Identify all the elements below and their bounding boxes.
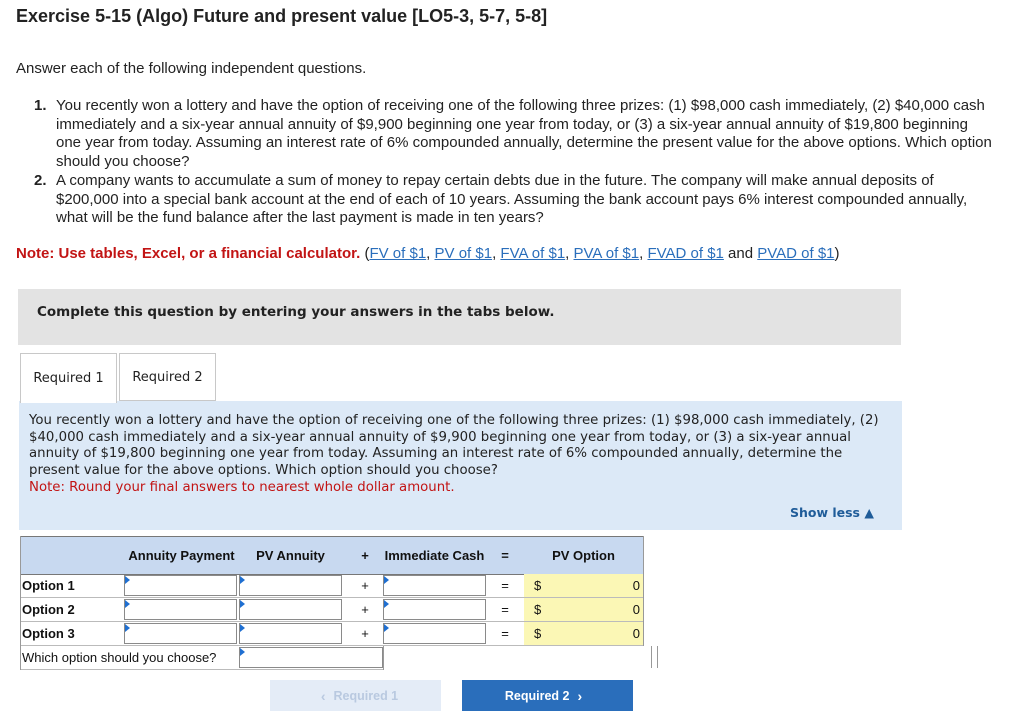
instruction-text: Complete this question by entering your answers in the tabs below.	[37, 304, 555, 320]
plus-sign: +	[361, 578, 369, 593]
note-sep: ,	[639, 245, 648, 262]
show-less-button[interactable]	[790, 505, 874, 520]
plus-sign: +	[361, 626, 369, 641]
option-1-pv-cell	[524, 574, 643, 598]
pv-value: 0	[632, 602, 640, 617]
header-pv-option: PV Option	[552, 548, 615, 563]
link-fva-of-1[interactable]: FVA of $1	[500, 245, 566, 262]
option-2-immediate-cash-input[interactable]	[383, 599, 486, 620]
table-header	[20, 536, 643, 575]
question-panel	[19, 401, 902, 530]
question-text: A company wants to accumulate a sum of money to repay certain debts due in the future. The company will make annual deposits of $200,000 into a special bank account at the end of each of 10 years. Assuming the bank account pays 6% interest compounded annually, what will be the fund balance after the last payment is made in ten years?	[56, 172, 968, 226]
table-border-right	[643, 536, 644, 646]
option-3-immediate-cash-input[interactable]	[383, 623, 486, 644]
prev-required-button[interactable]	[270, 680, 441, 711]
dollar-sign: $	[534, 578, 542, 593]
pv-value: 0	[632, 626, 640, 641]
row-label: Option 2	[22, 602, 75, 617]
row-label: Option 1	[22, 578, 75, 593]
option-2-annuity-payment-input[interactable]	[124, 599, 237, 620]
question-list	[34, 97, 994, 229]
option-1-annuity-payment-input[interactable]	[124, 575, 237, 596]
note-line	[16, 245, 840, 262]
resize-handle-line	[657, 646, 658, 668]
table-row	[20, 646, 643, 670]
equals-sign: =	[501, 626, 509, 641]
question-item	[34, 97, 994, 171]
note-sep: ,	[492, 245, 501, 262]
option-1-pv-annuity-input[interactable]	[239, 575, 342, 596]
next-button-label: Required 2	[504, 688, 570, 703]
note-and: and	[723, 245, 758, 262]
triangle-up-icon: ▲	[864, 505, 874, 520]
note-close-paren: )	[834, 245, 840, 262]
header-immediate-cash: Immediate Cash	[384, 548, 485, 563]
page-title: Exercise 5-15 (Algo) Future and present value [LO5-3, 5-7, 5-8]	[16, 6, 548, 26]
question-text: You recently won a lottery and have the option of receiving one of the following three prizes: (1) $98,000 cash immediately, (2) $40,000 cash immediately and a six-year annual annuity of $9,900 beginning one year from today, or (3) a six-year annual annuity of $19,800 beginning one year from today. Assuming an interest rate of 6% compounded annually, determine the present value for the above options. Which option should you choose?	[56, 97, 992, 170]
header-annuity-payment: Annuity Payment	[128, 548, 235, 563]
tab-required-2[interactable]: Required 2	[119, 353, 216, 401]
question-number: 1.	[34, 97, 47, 114]
table-row	[20, 622, 643, 646]
pv-value: 0	[632, 578, 640, 593]
option-3-pv-cell	[524, 622, 643, 646]
option-2-pv-annuity-input[interactable]	[239, 599, 342, 620]
option-1-immediate-cash-input[interactable]	[383, 575, 486, 596]
header-plus: +	[361, 548, 369, 563]
option-3-annuity-payment-input[interactable]	[124, 623, 237, 644]
note-sep: ,	[426, 245, 435, 262]
table-border-inner	[383, 646, 384, 670]
dollar-sign: $	[534, 602, 542, 617]
equals-sign: =	[501, 578, 509, 593]
plus-sign: +	[361, 602, 369, 617]
chevron-left-icon: ‹	[320, 687, 326, 704]
table-border-left	[20, 536, 21, 670]
next-required-button[interactable]	[462, 680, 633, 711]
link-pvad-of-1[interactable]: PVAD of $1	[757, 245, 835, 262]
chosen-option-input[interactable]	[239, 647, 383, 668]
show-less-label: Show less	[789, 505, 861, 520]
panel-text-block	[29, 413, 894, 497]
header-pv-annuity: PV Annuity	[256, 548, 325, 563]
choose-option-label: Which option should you choose?	[22, 650, 217, 665]
table-row	[20, 598, 643, 622]
equals-sign: =	[501, 602, 509, 617]
tab-required-1[interactable]: Required 1	[20, 353, 117, 403]
question-item	[34, 172, 994, 228]
note-label: Note: Use tables, Excel, or a financial calculator.	[16, 245, 361, 262]
row-label: Option 3	[22, 626, 75, 641]
intro-text: Answer each of the following independent questions.	[16, 60, 367, 77]
dollar-sign: $	[534, 626, 542, 641]
chevron-right-icon: ›	[577, 687, 583, 704]
row-divider	[20, 669, 383, 670]
link-pv-of-1[interactable]: PV of $1	[434, 245, 493, 262]
resize-handle-line	[651, 646, 652, 668]
link-pva-of-1[interactable]: PVA of $1	[573, 245, 640, 262]
question-number: 2.	[34, 172, 47, 189]
panel-note: Note: Round your final answers to nearest whole dollar amount.	[29, 479, 455, 495]
header-equals: =	[501, 548, 509, 563]
note-sep: ,	[565, 245, 574, 262]
link-fvad-of-1[interactable]: FVAD of $1	[647, 245, 724, 262]
note-open-paren: (	[364, 245, 370, 262]
option-3-pv-annuity-input[interactable]	[239, 623, 342, 644]
option-2-pv-cell	[524, 598, 643, 622]
panel-question-text: You recently won a lottery and have the option of receiving one of the following three prizes: (1) $98,000 cash immediately, (2) $40,000 cash immediately and a six-year annual annuity of $9,900 beginning one year from today, or (3) a six-year annual annuity of $19,800 beginning one year from today. Assuming an interest rate of 6% compounded annually, determine the present value for the above options. Which option should you choose?	[29, 413, 879, 479]
link-fv-of-1[interactable]: FV of $1	[369, 245, 427, 262]
instruction-banner	[18, 289, 901, 345]
prev-button-label: Required 1	[333, 688, 399, 703]
table-row	[20, 574, 643, 598]
